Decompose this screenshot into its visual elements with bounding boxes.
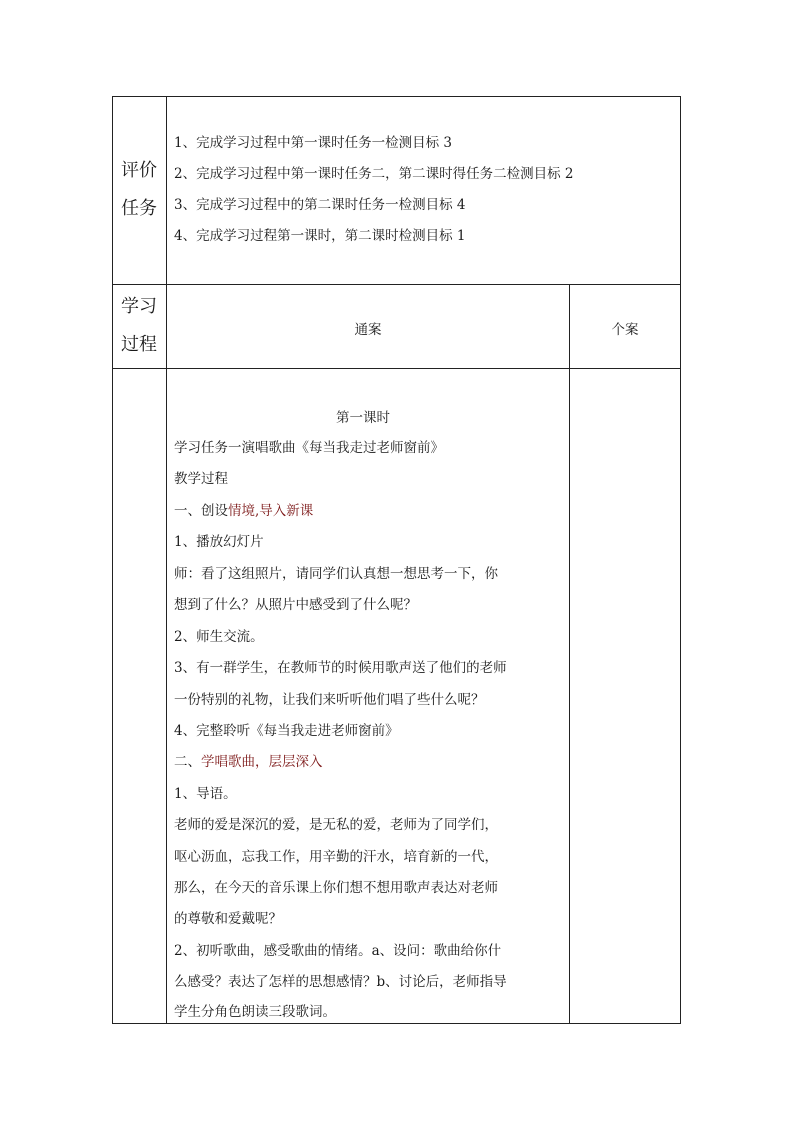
table-right-border bbox=[680, 96, 681, 1024]
content-line: 那么，在今天的音乐课上你们想不想用歌声表达对老师 bbox=[174, 880, 498, 896]
content-line: 学生分角色朗读三段歌词。 bbox=[174, 1004, 336, 1020]
step-1-title: 情境,导入新课 bbox=[228, 503, 314, 519]
eval-label-line2: 任务 bbox=[121, 198, 157, 219]
table-left-border bbox=[112, 96, 113, 1024]
content-line: 2、初听歌曲，感受歌曲的情绪。a、设问：歌曲给你什 bbox=[174, 943, 502, 959]
process-label-line2: 过程 bbox=[121, 334, 157, 355]
step-2-title: 学唱歌曲，层层深入 bbox=[201, 754, 323, 770]
content-line: 师：看了这组照片，请同学们认真想一想思考一下，你 bbox=[174, 566, 498, 582]
task-title: 学习任务一演唱歌曲《每当我走过老师窗前》 bbox=[174, 440, 444, 456]
eval-item-4: 4、完成学习过程第一课时，第二课时检测目标 1 bbox=[174, 228, 466, 244]
content-line: 1、导语。 bbox=[174, 786, 237, 802]
eval-item-2: 2、完成学习过程中第一课时任务二，第二课时得任务二检测目标 2 bbox=[174, 166, 574, 182]
content-line: 想到了什么？从照片中感受到了什么呢？ bbox=[174, 597, 417, 613]
case-column-divider bbox=[569, 284, 570, 1024]
process-label bbox=[112, 288, 166, 364]
common-plan-header: 通案 bbox=[354, 322, 382, 338]
individual-plan-header: 个案 bbox=[611, 322, 639, 338]
content-line: 3、有一群学生，在教师节的时候用歌声送了他们的老师 bbox=[174, 660, 507, 676]
eval-item-1: 1、完成学习过程中第一课时任务一检测目标 3 bbox=[174, 135, 452, 151]
section-teaching: 教学过程 bbox=[174, 471, 228, 487]
content-line: 2、师生交流。 bbox=[174, 629, 264, 645]
eval-task-label bbox=[112, 152, 166, 228]
content-line: 4、完整聆听《每当我走进老师窗前》 bbox=[174, 723, 399, 739]
lesson-title: 第一课时 bbox=[336, 410, 390, 426]
content-line: 么感受？表达了怎样的思想感情？b、讨论后，老师指导 bbox=[174, 974, 507, 990]
eval-item-3: 3、完成学习过程中的第二课时任务一检测目标 4 bbox=[174, 197, 466, 213]
process-label-line1: 学习 bbox=[121, 296, 157, 317]
step-1-prefix: 一、创设 bbox=[174, 503, 228, 519]
step-1-heading bbox=[174, 499, 313, 519]
eval-label-line1: 评价 bbox=[121, 160, 157, 181]
label-column-divider bbox=[166, 96, 167, 1024]
content-line: 1、播放幻灯片 bbox=[174, 534, 264, 550]
content-line: 的尊敬和爱戴呢？ bbox=[174, 911, 282, 927]
content-line: 一份特别的礼物，让我们来听听他们唱了些什么呢？ bbox=[174, 692, 485, 708]
content-line: 呕心沥血，忘我工作，用辛勤的汗水，培育新的一代， bbox=[174, 849, 498, 865]
step-2-prefix: 二、 bbox=[174, 754, 201, 770]
lesson-content bbox=[174, 0, 566, 1123]
content-line: 老师的爱是深沉的爱，是无私的爱，老师为了同学们， bbox=[174, 817, 498, 833]
step-2-heading bbox=[174, 750, 323, 770]
